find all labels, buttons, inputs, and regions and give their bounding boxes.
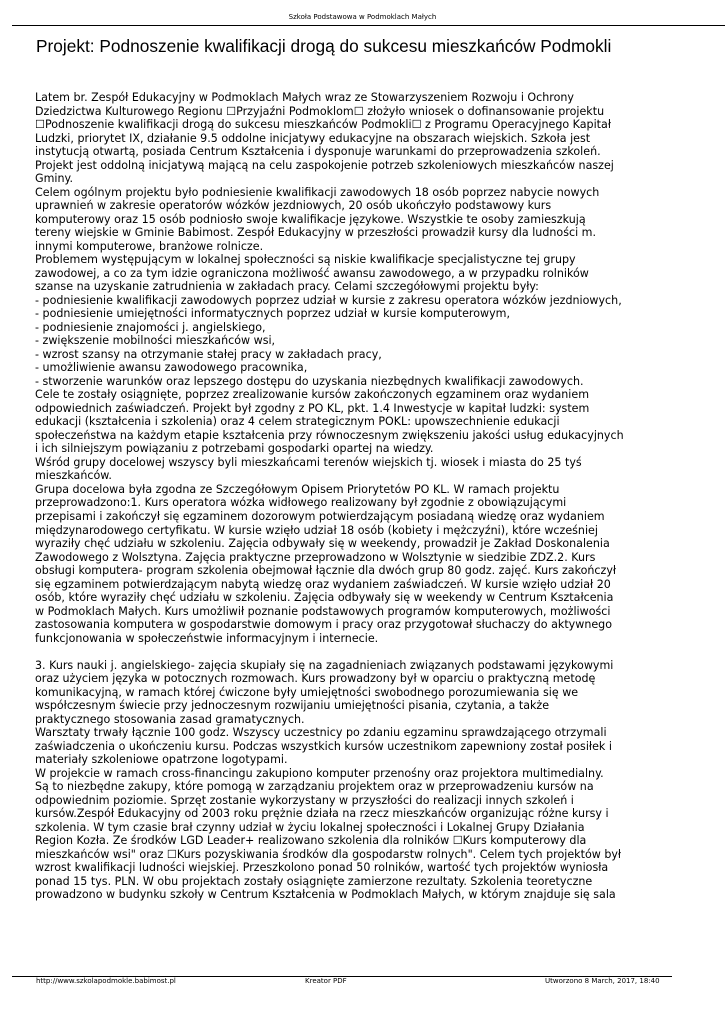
paragraph-courses: Grupa docelowa była zgodna ze Szczegółowym Opisem Priorytetów PO KL. W ramach projektu przeprowadzono:1. Kurs operatora wózka widłowego realizowany był zgodnie z obowiązującymi przepisami i zakończył się egzaminem dozorowym potwierdzającym posiadaną wiedzę oraz wydaniem międzynarodowego certyfikatu. W kursie wzięło udział 18 osób (kobiety i mężczyźni), które wcześniej wyraziły chęć udziału w szkoleniu. Zajęcia odbywały się w weekendy, prowadził je Zakład Doskonalenia Zawodowego z Wolsztyna. Zajęcia praktyczne przeprowadzono w Wolsztynie w siedzibie ZDZ.2. Kurs obsługi komputera- program szkolenia obejmował łącznie dla dwóch grup 80 godz. zajęć. Kurs zakończył się egzaminem potwierdzającym nabytą wiedzę oraz wydaniem zaświadczeń. W kursie wzięło udział 20 osób, które wyraziły chęć udziału w szkoleniu. Zajęcia odbywały się w weekendy w Centrum Kształcenia w Podmoklach Małych. Kurs umożliwił poznanie podstawowych programów komputerowych, możliwości zastosowania komputera w gospodarstwie domowym i pracy oraz przygotował słuchaczy do aktywnego funkcjonowania w społeczeństwie informacyjnym i internecie.: [35, 482, 617, 645]
header-rule: [12, 25, 725, 26]
goal-list-item: - podniesienie kwalifikacji zawodowych poprzez udział w kursie z zakresu operatora wózków jezdniowych,: [35, 293, 622, 307]
footer-url-link[interactable]: http://www.szkolapodmokle.babimost.pl: [36, 977, 176, 985]
goal-list-item: - stworzenie warunków oraz lepszego dostępu do uzyskania niezbędnych kwalifikacji zawodowych.: [35, 374, 584, 388]
paragraph-target-group: Wśród grupy docelowej wszyscy byli mieszkańcami terenów wiejskich tj. wiosek i miasta do 25 tyś mieszkańców.: [35, 455, 582, 483]
goal-list-item: - umożliwienie awansu zawodowego pracownika,: [35, 361, 308, 375]
goal-list-item: - podniesienie znajomości j. angielskiego,: [35, 320, 266, 334]
footer-created-date: Utworzono 8 March, 2017, 18:40: [545, 977, 660, 985]
paragraph-english-course: 3. Kurs nauki j. angielskiego- zajęcia skupiały się na zagadnieniach związanych podstawami językowymi oraz użyciem języka w potocznych rozmowach. Kurs prowadzony był w oparciu o praktyczną metodę komunikacyjną, w ramach której ćwiczone były umiejętności swobodnego porozumiewania się we współczesnym świecie przy jednoczesnym rozwijaniu umiejętności pisania, czytania, a także praktycznego stosowania zasad gramatycznych.: [35, 658, 614, 726]
goal-list-item: - podniesienie umiejętności informatycznych poprzez udział w kursie komputerowym,: [35, 307, 510, 321]
paragraph-intro: Latem br. Zespół Edukacyjny w Podmoklach Małych wraz ze Stowarzyszeniem Rozwoju i Ochrony Dziedzictwa Kulturowego Regionu ☐Przyjaźni Podmoklom☐ złożyło wniosek o dofinansowanie projektu ☐Podnoszenie kwalifikacji drogą do sukcesu mieszkańców Podmokli☐ z Programu Operacyjnego Kapitał Ludzki, priorytet IX, działanie 9.5 oddolne inicjatywy edukacyjne na obszarach wiejskich. Szkoła jest instytucją otwartą, posiada Centrum Kształcenia i dysponuje warunkami do przeprowadzenia szkoleń. Projekt jest oddolną inicjatywą mającą na celu zaspokojenie potrzeb szkoleniowych mieszkańców naszej Gminy.: [35, 91, 614, 186]
goal-list-item: - wzrost szansy na otrzymanie stałej pracy w zakładach pracy,: [35, 347, 382, 361]
paragraph-problem: Problemem występującym w lokalnej społeczności są niskie kwalifikacje specjalistyczne tej grupy zawodowej, a co za tym idzie ograniczona możliwość awansu zawodowego, a w przypadku rolników szanse na uzyskanie zatrudnienia w zakładach pracy. Celami szczegółowymi projektu były:: [35, 253, 589, 294]
paragraph-cross-financing: W projekcie w ramach cross-financingu zakupiono komputer przenośny oraz projektora multimedialny. Są to niezbędne zakupy, które pomogą w zarządzaniu projektem oraz w przeprowadzeniu kursów na odpowiednim poziomie. Sprzęt zostanie wykorzystany w przyszłości do realizacji innych szkoleń i kursów.Zespół Edukacyjny od 2003 roku prężnie działa na rzecz mieszkańców organizując różne kursy i szkolenia. W tym czasie brał czynny udział w życiu lokalnej społeczności i Lokalnej Grupy Działania Region Kozła. Ze środków LGD Leader+ realizowano szkolenia dla rolników ☐Kurs komputerowy dla mieszkańców wsi" oraz ☐Kurs pozyskiwania środków dla gospodarstw rolnych". Celem tych projektów był wzrost kwalifikacji ludności wiejskiej. Przeszkolono ponad 50 rolników, wartość tych projektów wyniosła ponad 15 tys. PLN. W obu projektach zostały osiągnięte zamierzone rezultaty. Szkolenia teoretyczne prowadzono w budynku szkoły w Centrum Kształcenia w Podmoklach Małych, w którym znajduje się sala: [35, 766, 622, 902]
page-header-school-name: Szkoła Podstawowa w Podmoklach Małych: [288, 13, 437, 21]
article-title: Projekt: Podnoszenie kwalifikacji drogą do sukcesu mieszkańców Podmokli: [36, 36, 612, 56]
article-body: [35, 91, 687, 902]
paragraph-spacer: [35, 645, 687, 659]
footer-creator: Kreator PDF: [305, 977, 347, 985]
paragraph-workshops: Warsztaty trwały łącznie 100 godz. Wszyscy uczestnicy po zdaniu egzaminu sprawdzającego otrzymali zaświadczenia o ukończeniu kursu. Podczas wszystkich kursów uczestnikom zapewniony został posiłek i materiały szkoleniowe opatrzone logotypami.: [35, 726, 612, 767]
paragraph-general-goal: Celem ogólnym projektu było podniesienie kwalifikacji zawodowych 18 osób poprzez nabycie nowych uprawnień w zakresie operatorów wózków jezdniowych, 20 osób ukończyło podstawowy kurs komputerowy oraz 15 osób podniosło swoje kwalifikacje językowe. Wszystkie te osoby zamieszkują tereny wiejskie w Gminie Babimost. Zespół Edukacyjny w przeszłości prowadził kursy dla ludności m. innymi komputerowe, branżowe rolnicze.: [35, 185, 600, 253]
paragraph-goals-achieved: Cele te zostały osiągnięte, poprzez zrealizowanie kursów zakończonych egzaminem oraz wydaniem odpowiednich zaświadczeń. Projekt był zgodny z PO KL, pkt. 1.4 Inwestycje w kapitał ludzki: system edukacji (kształcenia i szkolenia) oraz 4 celem strategicznym POKL: upowszechnienie edukacji społeczeństwa na każdym etapie kształcenia przy równoczesnym zwiększeniu jakości usług edukacyjnych i ich silniejszym powiązaniu z potrzebami gospodarki opartej na wiedzy.: [35, 388, 624, 456]
goal-list-item: - zwiększenie mobilności mieszkańców wsi,: [35, 334, 276, 348]
